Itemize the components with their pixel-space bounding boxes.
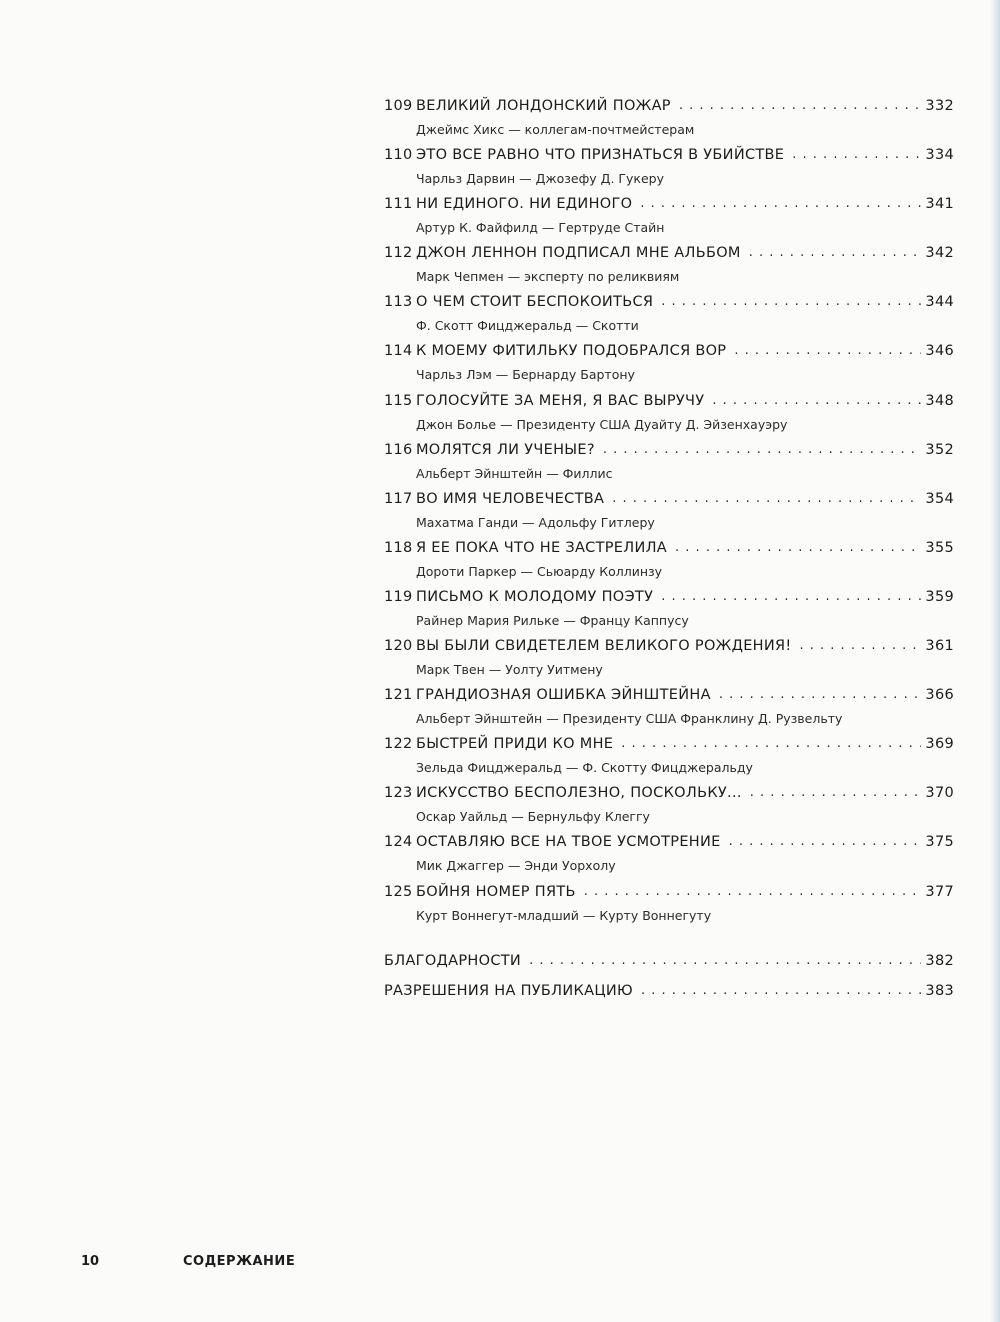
entry-title: ГОЛОСУЙТЕ ЗА МЕНЯ, Я ВАС ВЫРУЧУ <box>416 392 705 409</box>
entry-page: 361 <box>925 638 954 655</box>
entry-page: 375 <box>925 834 954 851</box>
entry-page: 369 <box>925 736 954 753</box>
entry-page: 346 <box>925 343 954 360</box>
entry-title: РАЗРЕШЕНИЯ НА ПУБЛИКАЦИЮ <box>384 983 634 999</box>
entry-page: 334 <box>925 147 954 164</box>
entry-title: БЛАГОДАРНОСТИ <box>384 953 522 969</box>
toc-entry[interactable] <box>384 638 954 687</box>
entry-page: 342 <box>925 245 954 262</box>
dot-leader <box>661 589 921 604</box>
toc-entry[interactable] <box>384 98 954 147</box>
entry-page: 370 <box>925 785 954 802</box>
entry-page: 366 <box>925 687 954 704</box>
toc-entry[interactable] <box>384 834 954 883</box>
toc-extras <box>384 953 954 1013</box>
entry-subtitle: Оскар Уайльд — Бернульфу Клеггу <box>416 809 650 825</box>
dot-leader <box>750 785 922 800</box>
dot-leader <box>661 294 921 309</box>
entry-number: 121 <box>384 687 413 704</box>
entry-number: 115 <box>384 392 413 409</box>
entry-page: 355 <box>925 539 954 556</box>
entry-number: 109 <box>384 98 413 114</box>
entry-page: 344 <box>925 294 954 311</box>
entry-title: ПИСЬМО К МОЛОДОМУ ПОЭТУ <box>416 588 654 605</box>
toc-entry[interactable] <box>384 442 954 491</box>
page-edge-shadow <box>990 0 1000 1322</box>
entry-subtitle: Альберт Эйнштейн — Филлис <box>416 465 613 481</box>
entry-subtitle: Джон Болье — Президенту США Дуайту Д. Эйзенхауэру <box>416 416 788 432</box>
entry-page: 383 <box>925 983 954 999</box>
toc-entry[interactable] <box>384 343 954 392</box>
entry-number: 112 <box>384 245 413 262</box>
entry-number: 111 <box>384 196 413 213</box>
entry-page: 352 <box>925 441 954 458</box>
entry-number: 122 <box>384 736 413 753</box>
dot-leader <box>792 147 921 162</box>
entry-number: 119 <box>384 588 413 605</box>
entry-page: 332 <box>925 98 954 114</box>
dot-leader <box>640 196 921 211</box>
entry-page: 382 <box>925 953 954 969</box>
page-number: 10 <box>81 1254 100 1269</box>
toc-entry[interactable] <box>384 393 954 442</box>
dot-leader <box>584 884 922 899</box>
entry-number: 118 <box>384 539 413 556</box>
dot-leader <box>612 491 921 506</box>
entry-title: ДЖОН ЛЕННОН ПОДПИСАЛ МНЕ АЛЬБОМ <box>416 245 741 262</box>
dot-leader <box>603 442 922 457</box>
dot-leader <box>719 687 922 702</box>
toc-entry-permissions[interactable] <box>384 983 954 1013</box>
toc-entry[interactable] <box>384 147 954 196</box>
dot-leader <box>800 638 922 653</box>
entry-title: ЭТО ВСЕ РАВНО ЧТО ПРИЗНАТЬСЯ В УБИЙСТВЕ <box>416 147 785 164</box>
dot-leader <box>729 834 922 849</box>
entry-number: 117 <box>384 490 413 507</box>
entry-page: 359 <box>925 588 954 605</box>
entry-subtitle: Чарльз Лэм — Бернарду Бартону <box>416 367 635 383</box>
entry-page: 348 <box>925 392 954 409</box>
toc-entry[interactable] <box>384 736 954 785</box>
entry-title: Я ЕЕ ПОКА ЧТО НЕ ЗАСТРЕЛИЛА <box>416 539 668 556</box>
entry-title: МОЛЯТСЯ ЛИ УЧЕНЫЕ? <box>416 441 595 458</box>
toc-entry[interactable] <box>384 589 954 638</box>
entry-subtitle: Альберт Эйнштейн — Президенту США Франклину Д. Рузвельту <box>416 711 843 727</box>
dot-leader <box>675 540 921 555</box>
toc-entry-acknowledgements[interactable] <box>384 953 954 983</box>
entry-number: 124 <box>384 834 413 851</box>
entry-title: ИСКУССТВО БЕСПОЛЕЗНО, ПОСКОЛЬКУ... <box>416 785 742 802</box>
dot-leader <box>712 393 921 408</box>
entry-subtitle: Ф. Скотт Фицджеральд — Скотти <box>416 318 639 334</box>
entry-title: ВЕЛИКИЙ ЛОНДОНСКИЙ ПОЖАР <box>416 98 671 114</box>
entry-subtitle: Марк Чепмен — эксперту по реликвиям <box>416 269 680 285</box>
entry-page: 354 <box>925 490 954 507</box>
entry-number: 120 <box>384 638 413 655</box>
entry-subtitle: Чарльз Дарвин — Джозефу Д. Гукеру <box>416 171 664 187</box>
toc-entry[interactable] <box>384 491 954 540</box>
entry-title: БОЙНЯ НОМЕР ПЯТЬ <box>416 883 576 900</box>
toc-entry[interactable] <box>384 245 954 294</box>
toc-entry[interactable] <box>384 687 954 736</box>
toc-entry[interactable] <box>384 785 954 834</box>
entry-number: 125 <box>384 883 413 900</box>
dot-leader <box>679 98 922 113</box>
running-footer-title: СОДЕРЖАНИЕ <box>183 1254 296 1269</box>
dot-leader <box>621 736 921 751</box>
dot-leader <box>749 245 922 260</box>
entry-subtitle: Мик Джаггер — Энди Уорхолу <box>416 858 616 874</box>
entry-number: 123 <box>384 785 413 802</box>
entry-subtitle: Махатма Ганди — Адольфу Гитлеру <box>416 514 655 530</box>
entry-subtitle: Джеймс Хикс — коллегам-почтмейстерам <box>416 122 695 137</box>
toc-entry[interactable] <box>384 196 954 245</box>
entry-subtitle: Зельда Фицджеральд — Ф. Скотту Фицджеральду <box>416 760 753 776</box>
entry-subtitle: Райнер Мария Рильке — Францу Каппусу <box>416 612 689 628</box>
entry-number: 113 <box>384 294 413 311</box>
entry-title: ВЫ БЫЛИ СВИДЕТЕЛЕМ ВЕЛИКОГО РОЖДЕНИЯ! <box>416 638 792 655</box>
toc-entry[interactable] <box>384 884 954 933</box>
dot-leader <box>529 953 921 968</box>
entry-title: БЫСТРЕЙ ПРИДИ КО МНЕ <box>416 736 614 753</box>
toc-entry[interactable] <box>384 540 954 589</box>
entry-number: 114 <box>384 343 413 360</box>
entry-title: ВО ИМЯ ЧЕЛОВЕЧЕСТВА <box>416 490 605 507</box>
entry-subtitle: Марк Твен — Уолту Уитмену <box>416 662 603 678</box>
entry-title: О ЧЕМ СТОИТ БЕСПОКОИТЬСЯ <box>416 294 654 311</box>
dot-leader <box>641 983 921 998</box>
entry-page: 377 <box>925 883 954 900</box>
table-of-contents <box>384 98 954 933</box>
entry-subtitle: Курт Воннегут-младший — Курту Воннегуту <box>416 907 712 923</box>
toc-entry[interactable] <box>384 294 954 343</box>
entry-title: ОСТАВЛЯЮ ВСЕ НА ТВОЕ УСМОТРЕНИЕ <box>416 834 721 851</box>
entry-subtitle: Артур К. Файфилд — Гертруде Стайн <box>416 220 665 236</box>
entry-title: НИ ЕДИНОГО. НИ ЕДИНОГО <box>416 196 633 213</box>
entry-title: ГРАНДИОЗНАЯ ОШИБКА ЭЙНШТЕЙНА <box>416 687 711 704</box>
entry-number: 116 <box>384 441 413 458</box>
dot-leader <box>734 343 921 358</box>
entry-page: 341 <box>925 196 954 213</box>
entry-subtitle: Дороти Паркер — Сьюарду Коллинзу <box>416 563 663 579</box>
entry-number: 110 <box>384 147 413 164</box>
entry-title: К МОЕМУ ФИТИЛЬКУ ПОДОБРАЛСЯ ВОР <box>416 343 727 360</box>
